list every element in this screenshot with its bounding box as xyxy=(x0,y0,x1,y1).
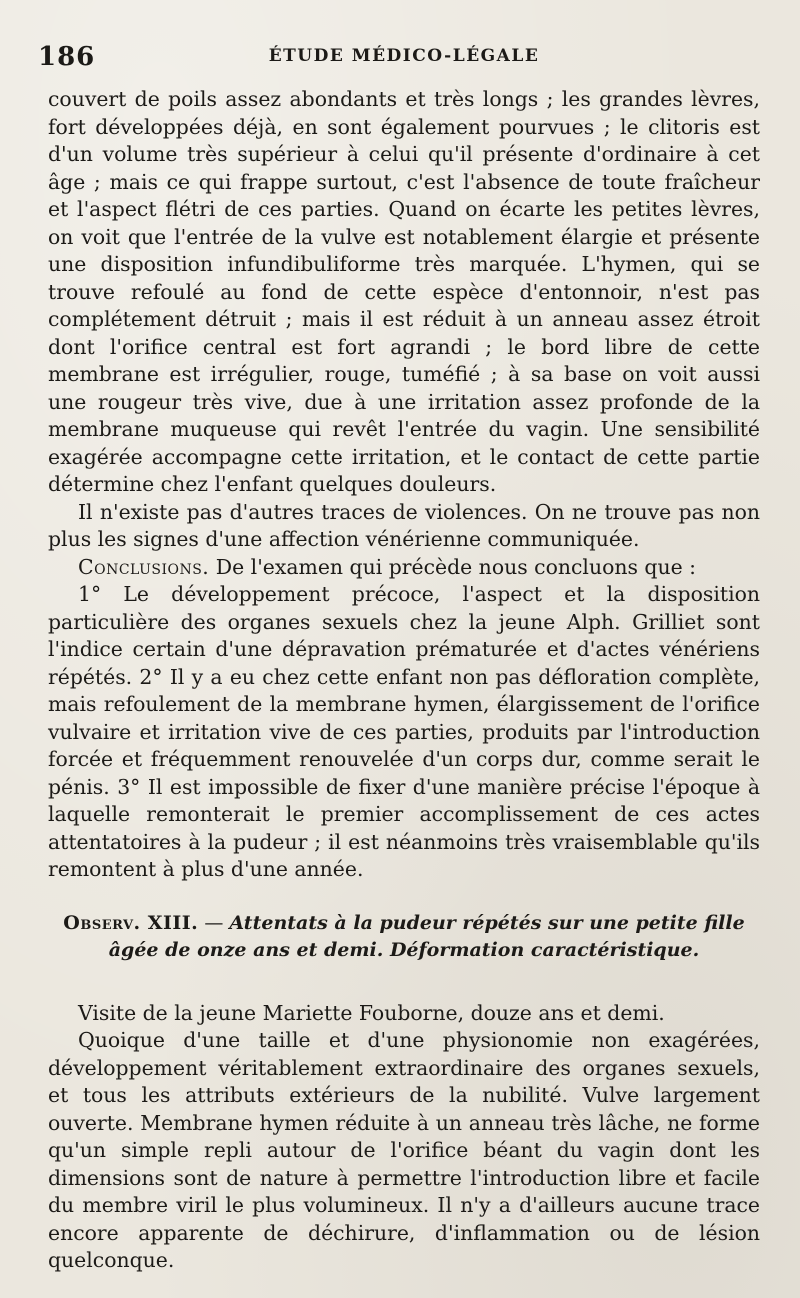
paragraph-continued-description: couvert de poils assez abondants et très longs ; les grandes lèvres, fort développées déjà, en sont également pourvues ; le clitoris est d'un volume très supérieur à celui qu'il présente d'ordinaire à cet âge ; mais ce qui frappe surtout, c'est l'absence de toute fraîcheur et l'aspect flétri de ces parties. Quand on écarte les petites lèvres, on voit que l'entrée de la vulve est notablement élargie et présente une disposition infundibuliforme très marquée. L'hymen, qui se trouve refoulé au fond de cette espèce d'entonnoir, n'est pas complétement détruit ; mais il est réduit à un anneau assez étroit dont l'orifice central est fort agrandi ; le bord libre de cette membrane est irrégulier, rouge, tuméfié ; à sa base on voit aussi une rougeur très vive, due à une irritation assez profonde de la membrane muqueuse qui revêt l'entrée du vagin. Une sensibilité exagérée accompagne cette irritation, et le contact de cette partie détermine chez l'enfant quelques douleurs. xyxy=(48,87,760,496)
observation-heading xyxy=(48,910,760,964)
paragraph-conclusions-list: 1° Le développement précoce, l'aspect et la disposition particulière des organes sexuels chez la jeune Alph. Grilliet sont l'indice certain d'une dépravation prématurée et d'actes vénériens répétés. 2° Il y a eu chez cette enfant non pas défloration complète, mais refoulement de la membrane hymen, élargissement de l'orifice vulvaire et irritation vive de ces parties, produits par l'introduction forcée et fréquemment renouvelée d'un corps dur, comme serait le pénis. 3° Il est impossible de fixer d'une manière précise l'époque à laquelle remonterait le premier accomplissement de ces actes attentatoires à la pudeur ; il est néanmoins très vraisemblable qu'ils remontent à plus d'une année. xyxy=(48,582,760,881)
observation-title: Attentats à la pudeur répétés sur une petite fille âgée de onze ans et demi. Déformation caractéristique. xyxy=(108,911,745,961)
paragraph-no-other-traces: Il n'existe pas d'autres traces de violences. On ne trouve pas non plus les signes d'une affection vénérienne communiquée. xyxy=(48,499,760,551)
paragraph-conclusions-intro xyxy=(48,554,760,582)
conclusions-label: Conclusions. xyxy=(78,554,210,579)
observation-dash: — xyxy=(198,911,230,934)
paragraph-visit: Visite de la jeune Mariette Fouborne, douze ans et demi. xyxy=(78,1000,665,1025)
observation-number: Observ. XIII. xyxy=(63,911,199,934)
running-head: ÉTUDE MÉDICO-LÉGALE xyxy=(268,46,540,66)
paragraph-findings: Quoique d'une taille et d'une physionomie non exagérées, développement véritablement extraordinaire des organes sexuels, et tous les attributs extérieurs de la nubilité. Vulve largement ouverte. Membrane hymen réduite à un anneau très lâche, ne forme qu'un simple repli autour de l'orifice béant du vagin dont les dimensions sont de nature à permettre l'introduction libre et facile du membre viril le plus volumineux. Il n'y a d'ailleurs aucune trace encore apparente de déchirure, d'inflammation ou de lésion quelconque. xyxy=(48,1028,760,1272)
page-header xyxy=(38,42,760,78)
conclusions-text: De l'examen qui précède nous concluons que : xyxy=(209,554,697,579)
page-number: 186 xyxy=(38,42,96,72)
